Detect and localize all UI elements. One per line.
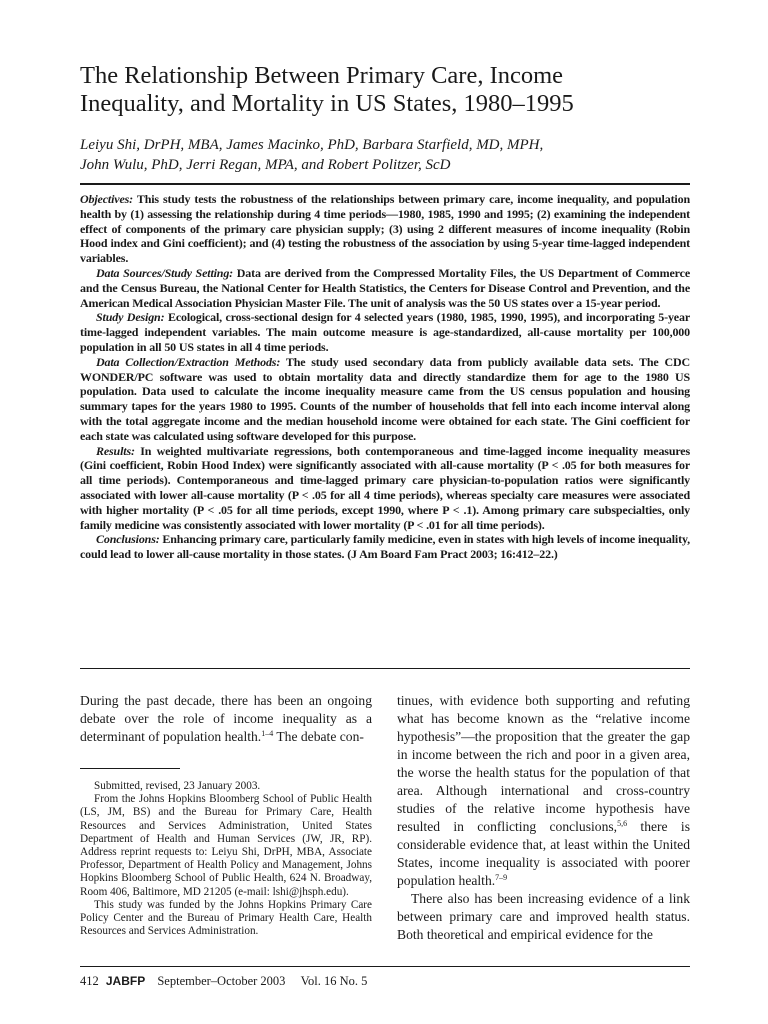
footnote-submitted: Submitted, revised, 23 January 2003. <box>94 780 261 792</box>
author-list <box>80 135 700 175</box>
title-line-1: The Relationship Between Primary Care, Income <box>80 62 564 89</box>
body-paragraph <box>80 692 372 746</box>
body-column-right <box>397 692 690 944</box>
article-title <box>80 62 700 118</box>
abstract-study-design <box>80 310 690 354</box>
abstract-top-divider <box>80 183 690 185</box>
study-design-text: Ecological, cross-sectional design for 4 selected years (1980, 1985, 1990, 1995), and incorporating 5-year time-lagged independent variables. The main outcome measure is age-standardized, all-cause mortality per 100,000 population in all 50 US states in all 4 time periods. <box>80 310 690 354</box>
body-text: The debate con- <box>273 729 364 744</box>
footer-divider <box>80 966 690 967</box>
results-text: In weighted multivariate regressions, both contemporaneous and time-lagged income inequality measures (Gini coefficient, Robin Hood Index) were significantly associated with all-cause mortality (P < .05 for both measures for all time periods). Contemporaneous and time-lagged primary care physician-to-population ratios were significantly associated with lower all-cause mortality (P < .05 for all 4 time periods), whereas specialty care measures were associated with higher mortality (P < .05 for all time periods, except 1990, where P < .1). Among primary care subspecialties, only family medicine was consistently associated with lower mortality (P < .01 for all time periods). <box>80 443 690 532</box>
citation-superscript: 5,6 <box>617 819 628 828</box>
title-line-2: Inequality, and Mortality in US States, 1980–1995 <box>80 90 574 117</box>
issue-date: September–October 2003 <box>157 974 286 988</box>
body-column-left <box>80 692 372 746</box>
abstract-results <box>80 444 690 533</box>
data-collection-label: Data Collection/Extraction Methods: <box>96 354 281 369</box>
citation-superscript: 7–9 <box>495 873 508 882</box>
abstract-bottom-divider <box>80 668 690 669</box>
results-label: Results: <box>96 443 135 458</box>
body-text: During the past decade, there has been an ongoing debate over the role of income inequality as a determinant of population health. <box>80 693 372 744</box>
body-text: there is considerable evidence that, at least within the United States, income inequality is associated with poorer population health. <box>397 819 690 888</box>
page-footer <box>80 973 690 989</box>
conclusions-label: Conclusions: <box>96 532 160 547</box>
citation-superscript: 1–4 <box>261 729 274 738</box>
data-collection-text: The study used secondary data from publicly available data sets. The CDC WONDER/PC software was used to obtain mortality data and directly standardize them for age to the 1980 US population. Data used to calculate the income inequality measure came from the US census population and housing summary tapes for the years 1980 to 1995. Counts of the number of households that fell into each income interval along with the total aggregate income and the median household income were obtained for each state. The Gini coefficient for each state was calculated using software developed for this purpose. <box>80 354 690 443</box>
study-design-label: Study Design: <box>96 310 165 325</box>
abstract <box>80 192 690 562</box>
abstract-objectives <box>80 192 690 266</box>
footnote-affiliation: From the Johns Hopkins Bloomberg School of Public Health (LS, JM, BS) and the Bureau for Primary Care, Health Resources and Services Administration, United States Department of Health and Human Services (JW, JR, RP). Address reprint requests to: Leiyu Shi, DrPH, MBA, Associate Professor, Department of Health Policy and Management, Johns Hopkins Bloomberg School of Public Health, 624 N. Broadway, Room 406, Baltimore, MD 21205 (e-mail: lshi@jhsph.edu). <box>80 793 372 898</box>
conclusions-text: Enhancing primary care, particularly family medicine, even in states with high levels of income inequality, could lead to lower all-cause mortality in those states. (J Am Board Fam Pract 2003; 16:412–22.) <box>80 532 690 562</box>
authors-line-2: John Wulu, PhD, Jerri Regan, MPA, and Robert Politzer, ScD <box>80 157 451 173</box>
body-paragraph: There also has been increasing evidence of a link between primary care and improved health status. Both theoretical and empirical evidence for the <box>397 891 690 942</box>
page-number: 412 <box>80 974 99 988</box>
data-sources-text: Data are derived from the Compressed Mortality Files, the US Department of Commerce and the Census Bureau, the National Center for Health Statistics, the Centers for Disease Control and Prevention, and the American Medical Association Physician Master File. The unit of analysis was the 50 US states over a 15-year period. <box>80 265 690 310</box>
objectives-label: Objectives: <box>80 192 133 206</box>
data-sources-label: Data Sources/Study Setting: <box>96 265 234 280</box>
body-text: tinues, with evidence both supporting and refuting what has become known as the “relative income hypothesis”—the proposition that the greater the gap in income between the rich and poor in a given area, the worse the health status for the population of that area. Although international and cross-country studies of the relative income hypothesis have resulted in conflicting conclusions, <box>397 693 690 834</box>
footnote-funding: This study was funded by the Johns Hopkins Primary Care Policy Center and the Bureau of Primary Health Care, Health Resources and Services Administration. <box>80 898 372 938</box>
authors-line-1: Leiyu Shi, DrPH, MBA, James Macinko, PhD, Barbara Starfield, MD, MPH, <box>80 137 544 153</box>
abstract-data-sources <box>80 266 690 310</box>
body-paragraph <box>397 692 690 890</box>
footnote-divider <box>80 768 180 769</box>
abstract-conclusions <box>80 532 690 562</box>
abstract-data-collection <box>80 355 690 444</box>
objectives-text: This study tests the robustness of the relationships between primary care, income inequality, and population health by (1) assessing the relationship during 4 time periods—1980, 1985, 1990 and 1995; (2) examining the independent effect of components of the primary care physician supply; (3) using 2 different measures of income inequality (Robin Hood index and Gini coefficient); and (4) testing the robustness of the association by using 5-year time-lagged independent variables. <box>80 192 690 266</box>
footnotes <box>80 780 372 938</box>
volume-number: Vol. 16 No. 5 <box>300 974 368 988</box>
journal-name: JABFP <box>105 974 146 988</box>
